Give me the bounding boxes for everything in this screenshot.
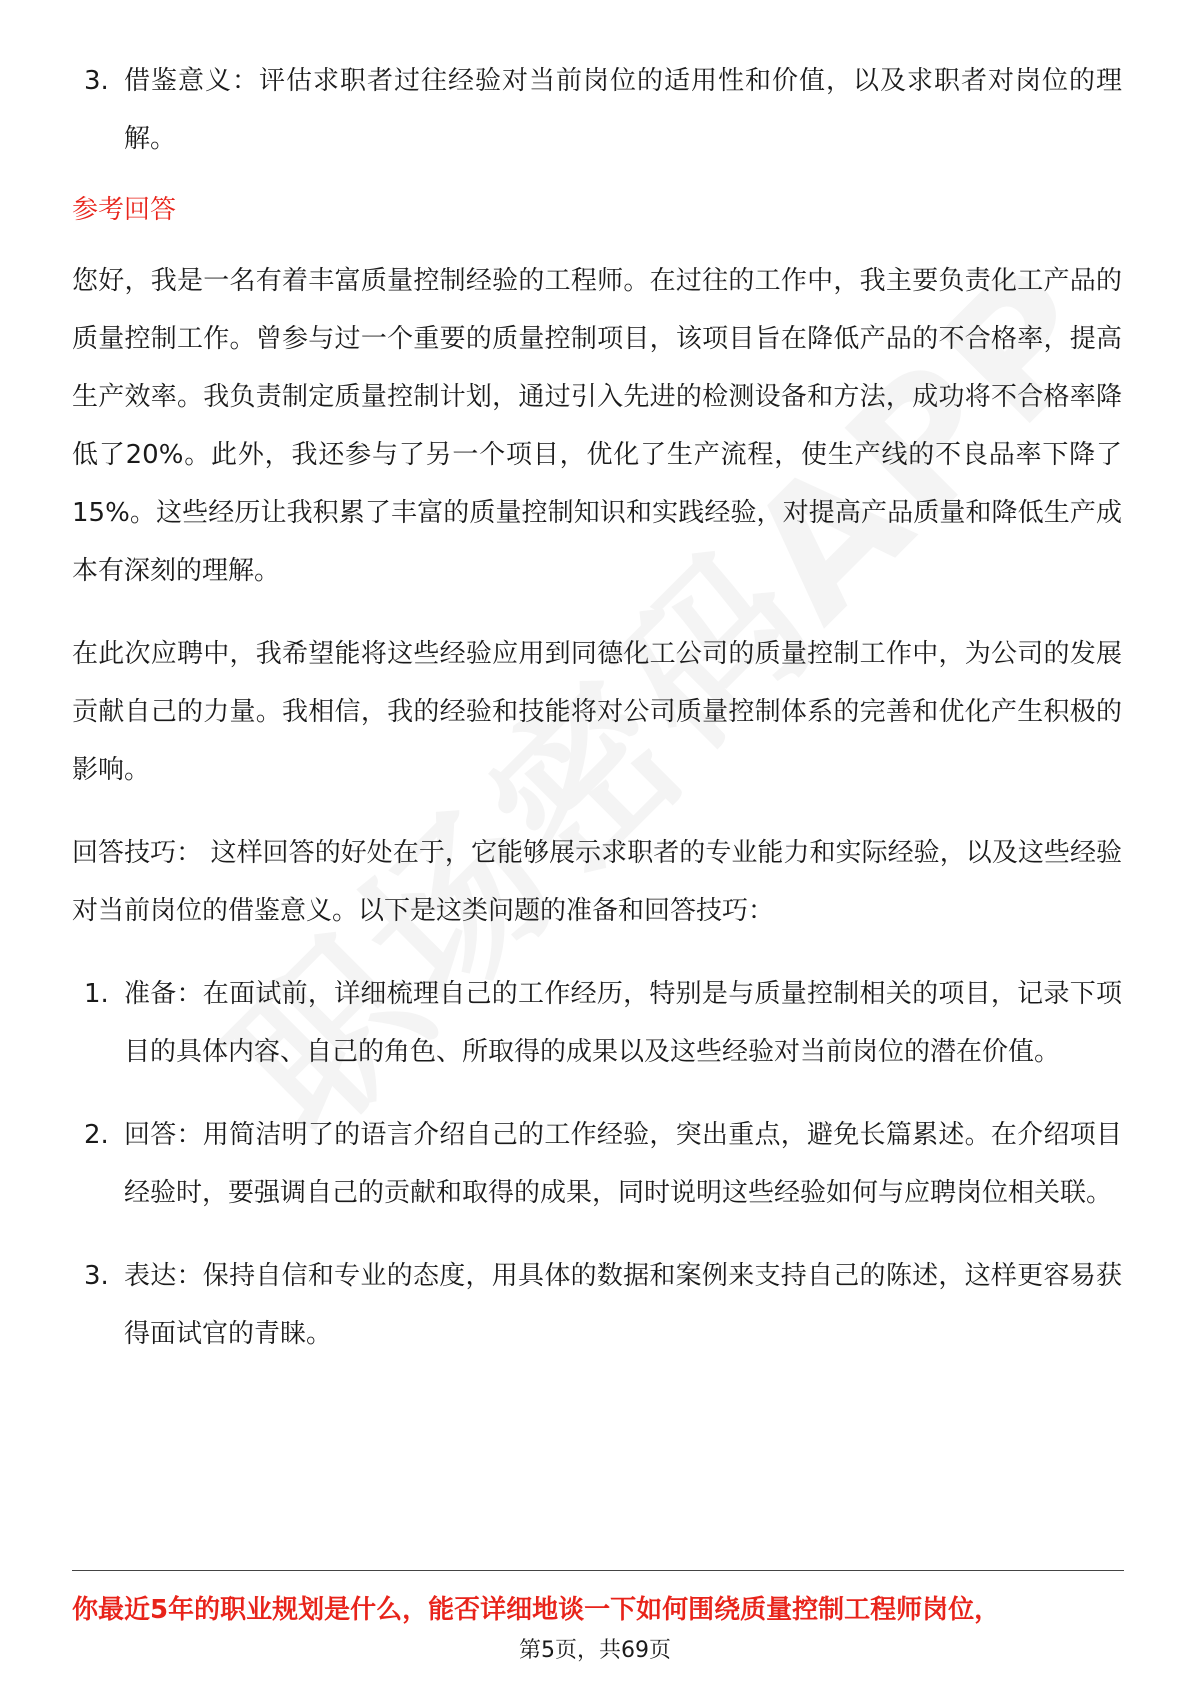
reference-answer-paragraph-1: 您好，我是一名有着丰富质量控制经验的工程师。在过往的工作中，我主要负责化工产品的质量控制工作。曾参与过一个重要的质量控制项目，该项目旨在降低产品的不合格率，提高生产效率。我负责制定质量控制计划，通过引入先进的检测设备和方法，成功将不合格率降低了20%。此外，我还参与了另一个项目，优化了生产流程，使生产线的不良品率下降了15%。这些经历让我积累了丰富的质量控制知识和实践经验，对提高产品质量和降低生产成本有深刻的理解。: [72, 266, 1122, 586]
intro-list-item-3: [72, 52, 1122, 168]
list-number: 2.: [84, 1120, 109, 1150]
list-item-text: 准备：在面试前，详细梳理自己的工作经历，特别是与质量控制相关的项目，记录下项目的具体内容、自己的角色、所取得的成果以及这些经验对当前岗位的潜在价值。: [124, 979, 1122, 1067]
tips-intro: 回答技巧： 这样回答的好处在于，它能够展示求职者的专业能力和实际经验，以及这些经验对当前岗位的借鉴意义。以下是这类问题的准备和回答技巧：: [72, 838, 1122, 926]
page-content: [72, 66, 1122, 1363]
list-item-text: 借鉴意义：评估求职者过往经验对当前岗位的适用性和价值，以及求职者对岗位的理解。: [124, 66, 1122, 154]
tips-item-2: [72, 1106, 1122, 1222]
list-item-text: 回答：用简洁明了的语言介绍自己的工作经验，突出重点，避免长篇累述。在介绍项目经验时，要强调自己的贡献和取得的成果，同时说明这些经验如何与应聘岗位相关联。: [124, 1120, 1122, 1208]
tips-item-1: [72, 965, 1122, 1081]
list-item-text: 表达：保持自信和专业的态度，用具体的数据和案例来支持自己的陈述，这样更容易获得面试官的青睐。: [124, 1261, 1122, 1349]
page-number: 第5页，共69页: [519, 1638, 671, 1663]
reference-answer-paragraph-2: 在此次应聘中，我希望能将这些经验应用到同德化工公司的质量控制工作中，为公司的发展贡献自己的力量。我相信，我的经验和技能将对公司质量控制体系的完善和优化产生积极的影响。: [72, 639, 1122, 785]
reference-answer-title: 参考回答: [72, 195, 177, 225]
next-question-title: 你最近5年的职业规划是什么，能否详细地谈一下如何围绕质量控制工程师岗位，: [72, 1595, 1001, 1625]
list-number: 3.: [84, 1261, 109, 1291]
tips-item-3: [72, 1247, 1122, 1363]
list-number: 3.: [84, 66, 109, 96]
footer-divider: [72, 1570, 1124, 1571]
list-number: 1.: [84, 979, 109, 1009]
